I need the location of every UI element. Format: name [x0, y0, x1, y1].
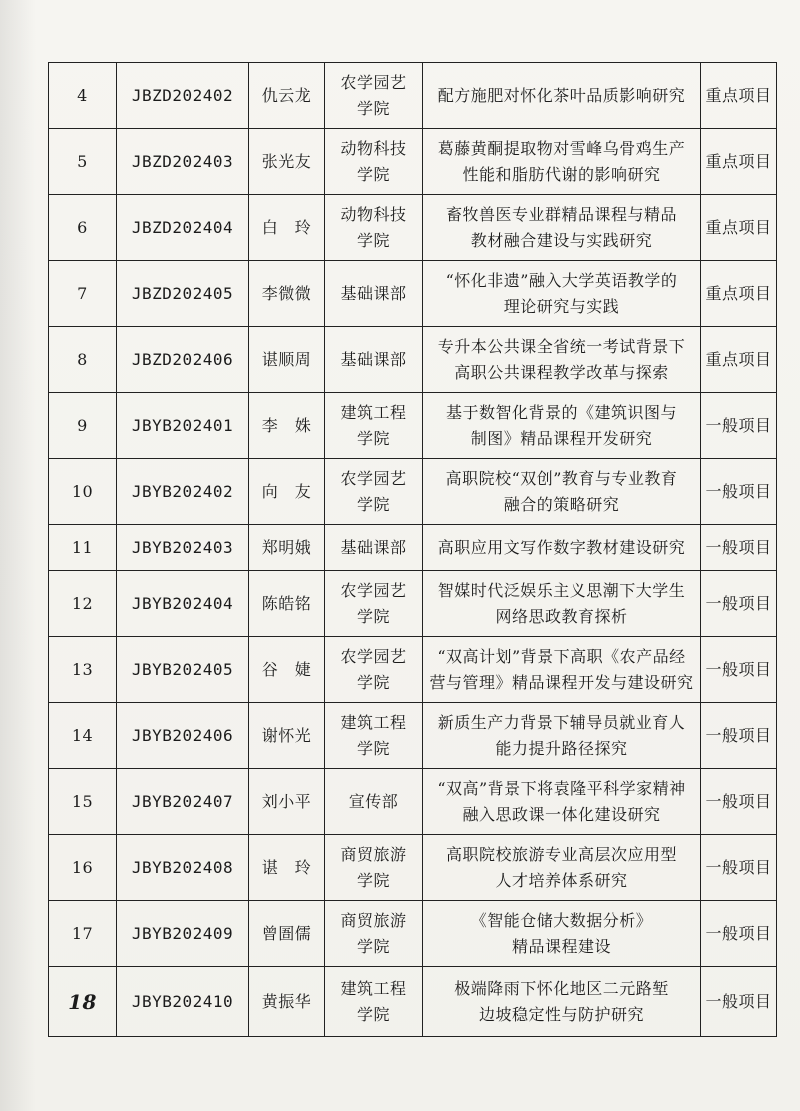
project-title-line: 营与管理》精品课程开发与建设研究: [429, 672, 694, 692]
project-title-line: 人才培养体系研究: [495, 870, 628, 890]
department-line: 商贸旅游: [340, 844, 407, 864]
row-number: 12: [49, 571, 117, 637]
row-number: 16: [49, 835, 117, 901]
table-row: [49, 835, 777, 901]
project-title-line: 《智能仓储大数据分析》: [470, 910, 653, 930]
row-number: 11: [49, 525, 117, 571]
row-number: 17: [49, 901, 117, 967]
department-line: 学院: [356, 738, 390, 758]
table-row: [49, 901, 777, 967]
project-title: [423, 637, 701, 703]
department-line: 学院: [356, 672, 390, 692]
table-row: [49, 195, 777, 261]
department-line: 商贸旅游: [340, 910, 407, 930]
project-table-body: [49, 63, 777, 1037]
project-type: 重点项目: [701, 129, 777, 195]
table-row: [49, 571, 777, 637]
department: [325, 967, 423, 1037]
row-number: 9: [49, 393, 117, 459]
project-code: JBZD202405: [117, 261, 249, 327]
project-code: JBZD202402: [117, 63, 249, 129]
department-line: 农学园艺: [340, 646, 407, 666]
table-row: [49, 393, 777, 459]
leader-name: 谌顺周: [249, 327, 325, 393]
department: [325, 327, 423, 393]
row-number: 10: [49, 459, 117, 525]
project-type: 一般项目: [701, 459, 777, 525]
leader-name: 张光友: [249, 129, 325, 195]
leader-name: 白 玲: [249, 195, 325, 261]
department-line: 农学园艺: [340, 468, 407, 488]
project-code: JBYB202402: [117, 459, 249, 525]
project-title: [423, 703, 701, 769]
department-line: 基础课部: [340, 349, 407, 369]
project-title-line: 融入思政课一体化建设研究: [462, 804, 661, 824]
project-title-line: 精品课程建设: [511, 936, 611, 956]
leader-name: 刘小平: [249, 769, 325, 835]
department-line: 动物科技: [340, 138, 407, 158]
department-line: 宣传部: [348, 791, 399, 811]
project-code: JBZD202403: [117, 129, 249, 195]
project-title: [423, 261, 701, 327]
table-row: [49, 769, 777, 835]
leader-name: 谷 婕: [249, 637, 325, 703]
row-number: 8: [49, 327, 117, 393]
project-type: 一般项目: [701, 525, 777, 571]
project-code: JBYB202410: [117, 967, 249, 1037]
department-line: 基础课部: [340, 283, 407, 303]
department-line: 学院: [356, 870, 390, 890]
department: [325, 459, 423, 525]
project-title-line: 基于数智化背景的《建筑识图与: [445, 402, 677, 422]
department-line: 农学园艺: [340, 580, 407, 600]
project-type: 重点项目: [701, 327, 777, 393]
project-type: 一般项目: [701, 393, 777, 459]
department: [325, 901, 423, 967]
leader-name: 郑明娥: [249, 525, 325, 571]
project-title-line: 融合的策略研究: [503, 494, 620, 514]
department-line: 学院: [356, 1004, 390, 1024]
project-title: [423, 195, 701, 261]
project-title: [423, 571, 701, 637]
project-title: [423, 327, 701, 393]
department-line: 学院: [356, 428, 390, 448]
project-title-line: 教材融合建设与实践研究: [470, 230, 653, 250]
project-type: 一般项目: [701, 637, 777, 703]
project-type: 一般项目: [701, 967, 777, 1037]
page-edge-shadow: [0, 0, 36, 1111]
department-line: 基础课部: [340, 537, 407, 557]
department: [325, 129, 423, 195]
project-title: [423, 835, 701, 901]
project-title-line: 新质生产力背景下辅导员就业育人: [437, 712, 686, 732]
project-title-line: 高职院校旅游专业高层次应用型: [445, 844, 677, 864]
department-line: 建筑工程: [340, 402, 407, 422]
project-code: JBYB202404: [117, 571, 249, 637]
project-title-line: 高职院校“双创”教育与专业教育: [445, 468, 678, 488]
project-type: 一般项目: [701, 835, 777, 901]
table-row: [49, 327, 777, 393]
project-code: JBYB202405: [117, 637, 249, 703]
department-line: 学院: [356, 494, 390, 514]
table-row: [49, 637, 777, 703]
table-row: [49, 967, 777, 1037]
project-title-line: “双高”背景下将袁隆平科学家精神: [437, 778, 686, 798]
project-title: [423, 901, 701, 967]
project-title-line: 边坡稳定性与防护研究: [478, 1004, 644, 1024]
department-line: 学院: [356, 164, 390, 184]
project-title-line: 高职公共课程教学改革与探索: [454, 362, 669, 382]
table-row: [49, 129, 777, 195]
project-code: JBYB202403: [117, 525, 249, 571]
project-type: 重点项目: [701, 195, 777, 261]
leader-name: 谢怀光: [249, 703, 325, 769]
table-row: [49, 703, 777, 769]
project-title-line: 配方施肥对怀化茶叶品质影响研究: [437, 85, 686, 105]
leader-name: 谌 玲: [249, 835, 325, 901]
department-line: 学院: [356, 230, 390, 250]
project-code: JBYB202401: [117, 393, 249, 459]
department: [325, 63, 423, 129]
project-type: 一般项目: [701, 769, 777, 835]
project-title-line: 专升本公共课全省统一考试背景下: [437, 336, 686, 356]
department: [325, 393, 423, 459]
table-row: [49, 459, 777, 525]
row-number: 14: [49, 703, 117, 769]
leader-name: 李 姝: [249, 393, 325, 459]
department: [325, 571, 423, 637]
project-table: [48, 62, 777, 1037]
project-title-line: 畜牧兽医专业群精品课程与精品: [445, 204, 677, 224]
project-type: 一般项目: [701, 901, 777, 967]
project-title-line: 理论研究与实践: [503, 296, 620, 316]
project-title: [423, 525, 701, 571]
row-number: 5: [49, 129, 117, 195]
department: [325, 637, 423, 703]
leader-name: 向 友: [249, 459, 325, 525]
department: [325, 835, 423, 901]
project-code: JBZD202404: [117, 195, 249, 261]
department: [325, 769, 423, 835]
department: [325, 261, 423, 327]
project-title: [423, 393, 701, 459]
project-title-line: 能力提升路径探究: [495, 738, 628, 758]
project-title-line: 极端降雨下怀化地区二元路堑: [454, 978, 669, 998]
project-type: 重点项目: [701, 63, 777, 129]
table-row: [49, 261, 777, 327]
project-code: JBZD202406: [117, 327, 249, 393]
project-code: JBYB202408: [117, 835, 249, 901]
leader-name: 黄振华: [249, 967, 325, 1037]
project-title-line: 制图》精品课程开发研究: [470, 428, 653, 448]
project-title: [423, 129, 701, 195]
project-title: [423, 769, 701, 835]
department-line: 农学园艺: [340, 72, 407, 92]
department-line: 学院: [356, 606, 390, 626]
department-line: 学院: [356, 936, 390, 956]
project-type: 重点项目: [701, 261, 777, 327]
project-title-line: “双高计划”背景下高职《农产品经: [437, 646, 686, 666]
project-title: [423, 63, 701, 129]
project-title-line: 性能和脂肪代谢的影响研究: [462, 164, 661, 184]
department: [325, 525, 423, 571]
project-title-line: 智媒时代泛娱乐主义思潮下大学生: [437, 580, 686, 600]
leader-name: 陈皓铭: [249, 571, 325, 637]
project-type: 一般项目: [701, 703, 777, 769]
row-number: 7: [49, 261, 117, 327]
project-code: JBYB202409: [117, 901, 249, 967]
project-title: [423, 459, 701, 525]
project-type: 一般项目: [701, 571, 777, 637]
project-title-line: 高职应用文写作数字教材建设研究: [437, 537, 686, 557]
leader-name: 曾圄儒: [249, 901, 325, 967]
leader-name: 李微微: [249, 261, 325, 327]
row-number: 15: [49, 769, 117, 835]
department-line: 动物科技: [340, 204, 407, 224]
leader-name: 仇云龙: [249, 63, 325, 129]
project-code: JBYB202407: [117, 769, 249, 835]
row-number: 18: [49, 967, 117, 1037]
row-number: 13: [49, 637, 117, 703]
project-title-line: 网络思政教育探析: [495, 606, 628, 626]
department: [325, 195, 423, 261]
table-row: [49, 525, 777, 571]
project-title-line: “怀化非遗”融入大学英语教学的: [445, 270, 678, 290]
row-number: 4: [49, 63, 117, 129]
table-row: [49, 63, 777, 129]
project-code: JBYB202406: [117, 703, 249, 769]
row-number: 6: [49, 195, 117, 261]
department-line: 建筑工程: [340, 712, 407, 732]
department-line: 学院: [356, 98, 390, 118]
department-line: 建筑工程: [340, 978, 407, 998]
department: [325, 703, 423, 769]
project-title: [423, 967, 701, 1037]
project-title-line: 葛藤黄酮提取物对雪峰乌骨鸡生产: [437, 138, 686, 158]
